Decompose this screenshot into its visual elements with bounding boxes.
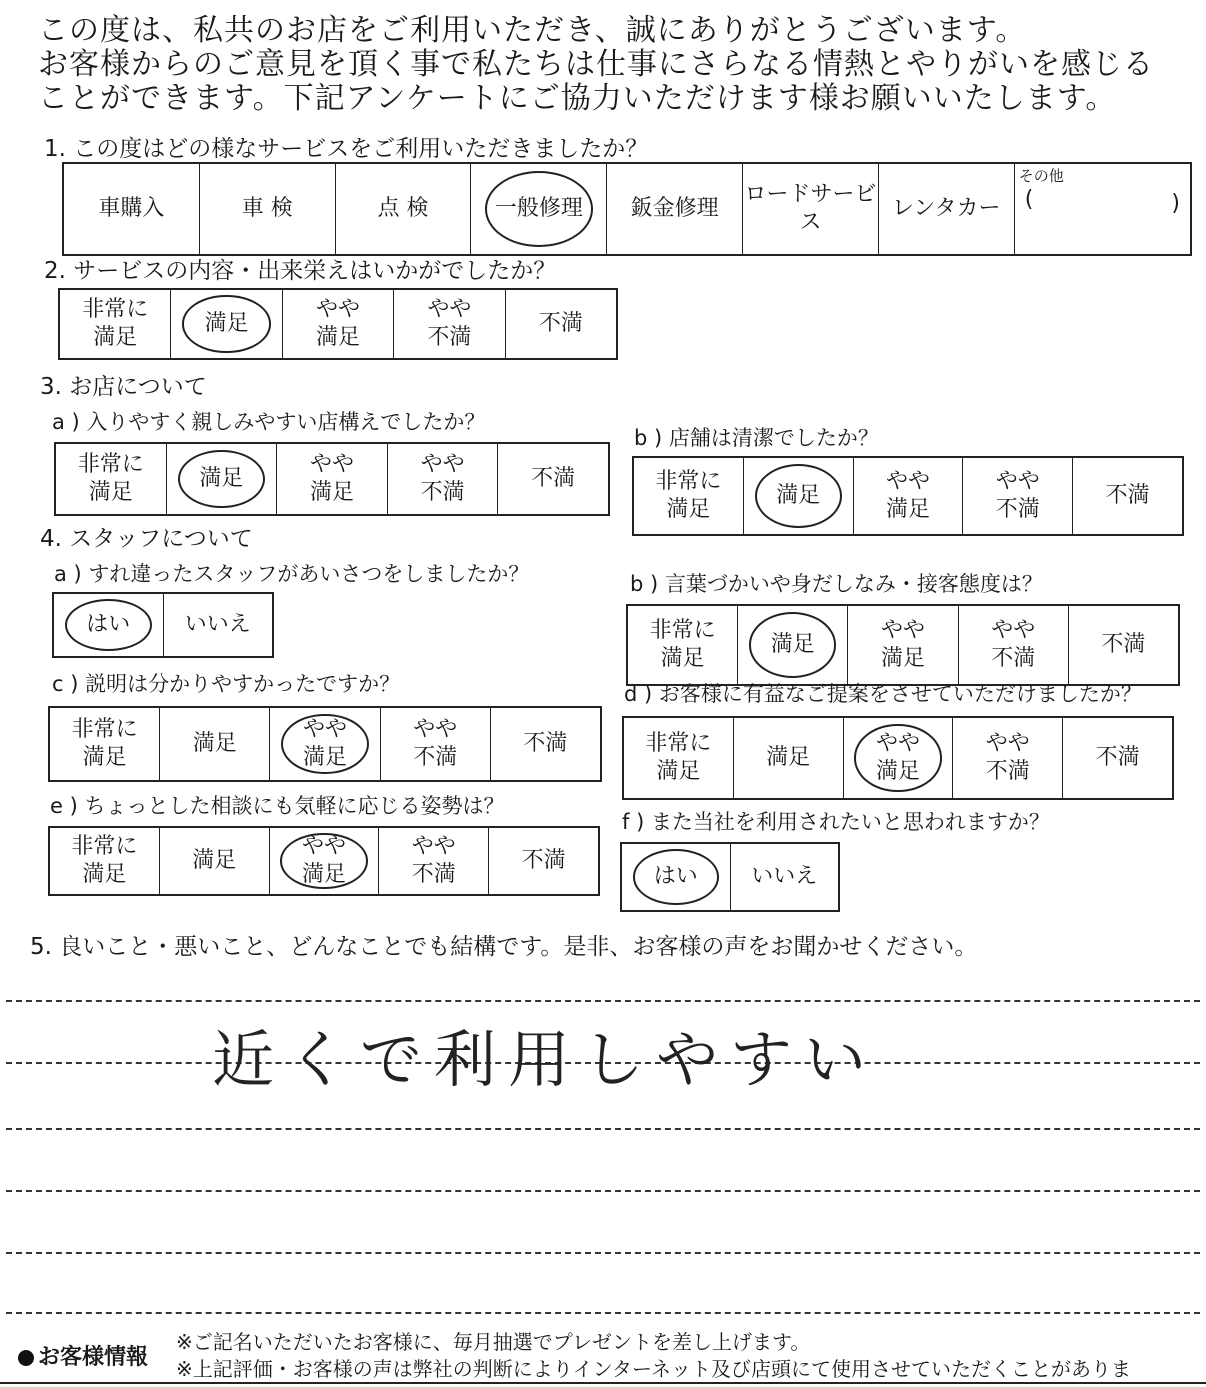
q4f-title: f ) また当社を利用されたいと思われますか？ <box>622 810 1050 834</box>
option-cell[interactable]: 不満 <box>1072 458 1182 534</box>
intro-line-2: お客様からのご意見を頂く事で私たちは仕事にさらなる情熱とやりがいを感じる <box>38 47 1154 82</box>
q1-options <box>62 162 1192 256</box>
q2-options <box>58 288 618 360</box>
intro-line-1: この度は、私共のお店をご利用いただき、誠にありがとうございます。 <box>38 13 1027 48</box>
q1-title: 1. この度はどの様なサービスをご利用いただきましたか？ <box>44 136 649 162</box>
answer-line-6 <box>6 1312 1200 1314</box>
q3a-title: a ) 入りやすく親しみやすい店構えでしたか？ <box>52 410 486 434</box>
q4a-title: a ) すれ違ったスタッフがあいさつをしましたか？ <box>54 562 530 586</box>
option-cell[interactable]: 不満 <box>1062 718 1172 798</box>
answer-line-5 <box>6 1252 1200 1254</box>
q5-handwritten-answer: 近くで利用しやすい <box>212 1023 879 1096</box>
q2-title: 2. サービスの内容・出来栄えはいかがでしたか？ <box>44 258 557 284</box>
option-cell[interactable]: やや 不満 <box>958 606 1068 684</box>
option-cell[interactable]: 不満 <box>1068 606 1178 684</box>
customer-info-heading <box>18 1340 148 1371</box>
option-cell[interactable]: レンタカー <box>878 164 1014 254</box>
option-cell[interactable]: 鈑金修理 <box>606 164 742 254</box>
option-cell[interactable]: やや 不満 <box>378 828 488 894</box>
q4d-title: d ) お客様に有益なご提案をさせていただけましたか？ <box>624 682 1142 706</box>
option-cell[interactable]: 満足 <box>170 290 281 358</box>
option-cell[interactable]: 満足 <box>743 458 853 534</box>
option-cell[interactable]: 不満 <box>488 828 598 894</box>
option-cell[interactable]: 非常に 満足 <box>655 469 722 522</box>
q4e-title: e ) ちょっとした相談にも気軽に応じる姿勢は？ <box>50 794 505 818</box>
other-label: その他 <box>1018 167 1064 185</box>
footer-note-1: ※ご記名いただいたお客様に、毎月抽選でプレゼントを差し上げます。 <box>176 1330 811 1354</box>
bottom-rule <box>0 1382 1206 1384</box>
option-cell[interactable]: ロードサービス <box>742 164 878 254</box>
option-cell[interactable]: やや 不満 <box>387 444 498 514</box>
option-cell[interactable]: いいえ <box>163 594 273 656</box>
answer-line-1 <box>6 1000 1200 1002</box>
option-cell[interactable]: 満足 <box>159 828 269 894</box>
footer-note-2: ※上記評価・お客様の声は弊社の判断によりインターネット及び店頭にて使用させていただくことがありま <box>176 1357 1131 1381</box>
option-cell[interactable]: はい <box>54 594 163 656</box>
option-cell[interactable]: 不満 <box>505 290 616 358</box>
answer-line-3 <box>6 1128 1200 1130</box>
q4c-options <box>48 706 602 782</box>
q5-title: 5. 良いこと・悪いこと、どんなことでも結構です。是非、お客様の声をお聞かせください。 <box>30 934 978 960</box>
q4e-options <box>48 826 600 896</box>
option-cell[interactable]: やや 不満 <box>962 458 1072 534</box>
customer-info-label: お客様情報 <box>38 1345 149 1370</box>
option-cell[interactable]: 非常に 満足 <box>82 297 149 350</box>
option-cell[interactable]: いいえ <box>730 844 839 910</box>
option-cell[interactable]: 満足 <box>733 718 843 798</box>
q3b-options <box>632 456 1184 536</box>
option-cell[interactable]: やや 満足 <box>843 718 953 798</box>
q4a-options <box>52 592 274 658</box>
intro-text <box>38 14 1198 116</box>
q4f-options <box>620 842 840 912</box>
option-cell[interactable]: はい <box>622 844 730 910</box>
option-cell[interactable]: やや 満足 <box>276 444 387 514</box>
option-cell[interactable]: 不満 <box>497 444 608 514</box>
option-cell[interactable]: やや 満足 <box>847 606 957 684</box>
option-cell[interactable]: やや 不満 <box>380 708 490 780</box>
option-cell[interactable]: 非常に 満足 <box>649 618 716 671</box>
option-cell[interactable]: 非常に 満足 <box>71 717 138 770</box>
answer-line-4 <box>6 1190 1200 1192</box>
q3b-title: b ) 店舗は清潔でしたか？ <box>634 426 879 450</box>
q3a-options <box>54 442 610 516</box>
q4-title: 4. スタッフについて <box>40 526 253 552</box>
option-cell[interactable]: 非常に 満足 <box>645 731 712 784</box>
option-cell[interactable]: 満足 <box>159 708 269 780</box>
intro-line-3: ことができます。下記アンケートにご協力いただけます様お願いいたします。 <box>38 81 1117 116</box>
option-cell[interactable]: やや 満足 <box>269 828 379 894</box>
other-paren-open: ( <box>1024 187 1034 212</box>
option-cell[interactable]: 満足 <box>737 606 847 684</box>
option-cell[interactable]: やや 不満 <box>393 290 504 358</box>
option-cell[interactable]: やや 満足 <box>269 708 379 780</box>
option-cell[interactable]: 満足 <box>166 444 277 514</box>
q4b-title: b ) 言葉づかいや身だしなみ・接客態度は？ <box>630 572 1043 596</box>
q4d-options <box>622 716 1174 800</box>
option-cell[interactable]: 車購入 <box>98 196 165 221</box>
option-cell[interactable]: やや 満足 <box>282 290 393 358</box>
option-cell[interactable]: やや 不満 <box>952 718 1062 798</box>
option-cell[interactable]: 非常に 満足 <box>71 834 138 887</box>
q4b-options <box>626 604 1180 686</box>
option-other-cell[interactable] <box>1014 164 1190 254</box>
option-cell[interactable]: 非常に 満足 <box>77 452 144 505</box>
option-cell[interactable]: 車 検 <box>199 164 335 254</box>
option-cell[interactable]: 点 検 <box>335 164 471 254</box>
option-cell[interactable]: 一般修理 <box>470 164 606 254</box>
option-cell[interactable]: やや 満足 <box>853 458 963 534</box>
q4c-title: c ) 説明は分かりやすかったですか？ <box>52 672 401 696</box>
bullet-dot-icon <box>18 1350 34 1366</box>
other-paren-close: ) <box>1171 191 1180 216</box>
q3-title: 3. お店について <box>40 374 207 400</box>
option-cell[interactable]: 不満 <box>490 708 600 780</box>
